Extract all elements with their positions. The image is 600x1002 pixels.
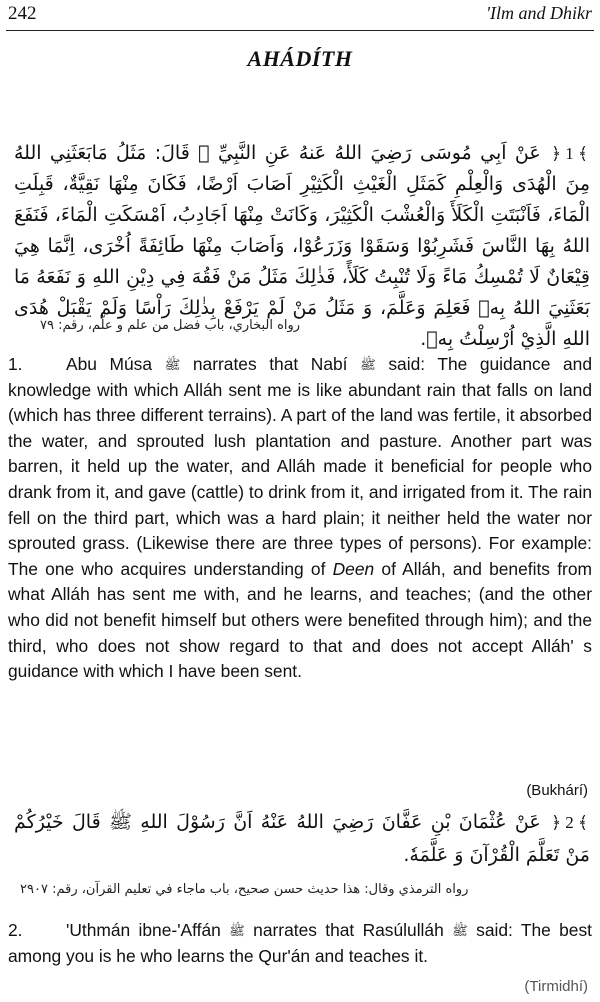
- hadith-1-narrator: Abu Músa: [66, 354, 153, 374]
- hadith-1-english-end: of Alláh, and benefits from what Alláh has sent me with, and he learns, and teaches; (and the other who did not benefit himself but others were benefited through him); and the third, who does not show regard to that and does not accept Alláh' s guidance with which I have been sent.: [8, 558, 592, 682]
- hadith-2-mid: narrates that Rasúlulláh: [244, 920, 444, 940]
- hadith-1-source-arabic: رواه البخاري، باب فضل من علم و علّم، رقم: ٧٩: [40, 318, 301, 333]
- hadith-2-number: 2.: [8, 920, 23, 940]
- hadith-2-arabic-text: عَنْ عُثْمَانَ بْنِ عَفَّانَ رَضِيَ اللهُ عَنْهُ اَنَّ رَسُوْلَ اللهِ ﷺ قَالَ خَيْرُكُمْ مَنْ تَعَلَّمَ الْقُرْآنَ وَ عَلَّمَهٗ.: [14, 811, 590, 866]
- hadith-2-source-arabic: رواه الترمذي وقال: هذا حديث حسن صحيح، باب ماجاء في تعليم القرآن، رقم: ٢٩٠٧: [20, 882, 469, 897]
- hadith-2-translation: [8, 918, 592, 969]
- hadith-1-translation: [8, 352, 592, 685]
- hadith-1-italic-term: Deen: [332, 558, 375, 579]
- sahabi-honorific-icon: ﷺ: [164, 357, 181, 372]
- hadith-1-english: said: The guidance and knowledge with which Alláh sent me is like abundant rain that falls on land (which has three different terrains). A part of the land was fertile, it absorbed the water, and sprouted lush plantation and pasture. Another part was barren, it held up the water, and Alláh made it beneficial for people who drank from it, and gave (cattle) to drink from it, and irrigated from it. The rain fell on the third part, which was a hard plain; it neither held the water nor sprouted grass. (Likewise there are three types of persons). For example: The one who acquires understanding of: [8, 354, 592, 579]
- hadith-2-marker: ﴿ 2 ﴾: [551, 813, 589, 832]
- page-number: 242: [8, 3, 37, 24]
- page-header: [0, 0, 600, 40]
- hadith-2-narrator: 'Uthmán ibne-'Affán: [66, 920, 221, 940]
- hadith-1-mid: narrates that Nabí: [180, 354, 348, 374]
- hadith-1-reference: (Bukhárí): [526, 782, 588, 799]
- hadith-2-reference: (Tirmidhí): [524, 978, 588, 995]
- hadith-2-arabic: [14, 806, 590, 872]
- hadith-1-marker: ﴿ 1 ﴾: [551, 144, 589, 163]
- section-title: AHÁDÍTH: [247, 46, 353, 71]
- sahabi-honorific-icon: ﷺ: [229, 923, 245, 938]
- hadith-1-arabic-text: عَنْ اَبِي مُوسَى رَضِيَ اللهُ عَنهُ عَنِ النَّبِيِّ ﷺ قَالَ: مَثَلُ مَابَعَثَنِي اللهُ مِنَ الْهُدَى وَالْعِلْمِ كَمَثَلِ الْغَيْثِ الْكَثِيْرِ اَصَابَ اَرْضًا، فَكَانَ مِنْهَا نَقِيَّةٌ، قَبِلَتِ الْمَاءَ، فَاَنْبَتَتِ الْكَلَأَ وَالْعُشْبَ الْكَثِيْرَ، وَكَانَتْ مِنْهَا اَجَادِبُ، اَمْسَكَتِ الْمَاءَ، فَنَفَعَ اللهُ بِهَا النَّاسَ فَشَرِبُوْا وَسَقَوْا وَزَرَعُوْا، وَاَصَابَ مِنْهَا طَائِفَةً اُخْرَى، اِنَّمَا هِيَ قِيْعَانٌ لَا تُمْسِكُ مَاءً وَلَا تُنْبِتُ كَلَأً، فَذٰلِكَ مَثَلُ مَنْ فَقُهَ فِي دِيْنِ اللهِ وَ نَفَعَهُ مَا بَعَثَنِيَ اللهُ بِهٖ فَعَلِمَ وَعَلَّمَ، وَ مَثَلُ مَنْ لَمْ يَرْفَعْ بِذٰلِكَ رَاْسًا وَلَمْ يَقْبَلْ هُدَى اللهِ الَّذِيْ اُرْسِلْتُ بِهٖ.: [14, 142, 590, 350]
- running-title: 'Ilm and Dhikr: [486, 3, 592, 23]
- header-rule: [6, 30, 594, 31]
- hadith-1-number: 1.: [8, 354, 23, 374]
- hadith-2-english: said: The best among you is he who learns the Qur'án and teaches it.: [8, 920, 592, 966]
- nabi-honorific-icon: ﷺ: [452, 923, 468, 938]
- nabi-honorific-icon: ﷺ: [360, 357, 376, 372]
